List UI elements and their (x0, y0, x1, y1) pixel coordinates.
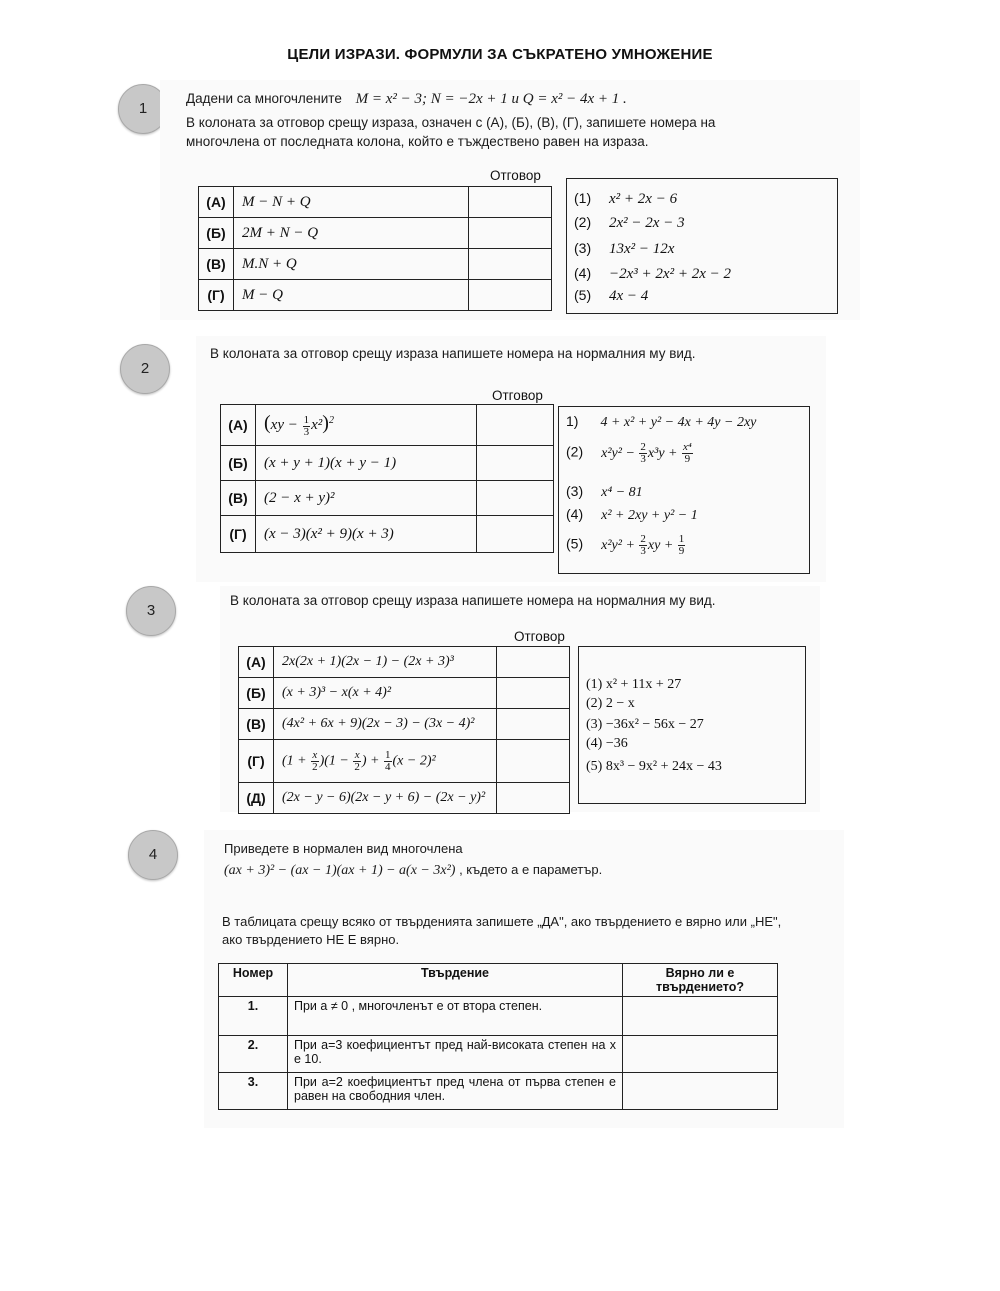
row-label: (В) (199, 249, 234, 280)
q1-instruction-1: В колоната за отговор срещу израза, означен с (А), (Б), (В), (Г), запишете номера на (186, 115, 716, 130)
option-expression: x² + 2xy + y² − 1 (601, 508, 698, 523)
answer-cell[interactable] (497, 647, 570, 678)
table-row (239, 709, 570, 740)
expr-part: (1 + (282, 753, 311, 769)
option-expression: 4x − 4 (609, 288, 649, 304)
q4-formula-tail: , където a е параметър. (455, 862, 603, 877)
q3-option-4: (4) −36 (586, 736, 628, 751)
row-label: (Г) (199, 280, 234, 311)
option-number: (4) (574, 265, 592, 281)
fraction-numerator: 2 (640, 441, 646, 453)
expr-part: xy − (270, 417, 302, 434)
q1-intro (186, 91, 627, 108)
q2-option-5 (566, 534, 686, 557)
row-label: (А) (221, 405, 256, 446)
q2-option-1 (566, 413, 756, 431)
fraction-denominator: 9 (684, 453, 691, 465)
q1-answer-header: Отговор (490, 168, 541, 183)
table-row (221, 405, 554, 446)
answer-cell[interactable] (469, 249, 552, 280)
row-label: (Б) (221, 446, 256, 481)
table-row (239, 647, 570, 678)
option-number: (2) (566, 443, 584, 460)
q4-statements-table (218, 963, 778, 1110)
q3-option-5: (5) 8x³ − 9x² + 24x − 43 (586, 759, 722, 774)
table-row (219, 997, 778, 1036)
q1-option-4 (574, 265, 731, 283)
expr-part: x² (311, 417, 323, 434)
option-number: (4) (566, 506, 584, 522)
q1-option-3 (574, 240, 674, 258)
answer-cell[interactable] (497, 740, 570, 783)
table-row (199, 280, 552, 311)
fraction-denominator: 3 (640, 453, 646, 465)
row-expression: (x − 3)(x² + 9)(x + 3) (256, 516, 477, 553)
table-row (239, 678, 570, 709)
option-expression: 2x² − 2x − 3 (609, 215, 685, 231)
q3-option-1: (1) x² + 11x + 27 (586, 677, 682, 692)
q2-option-3 (566, 483, 643, 501)
table-row (219, 1036, 778, 1073)
answer-cell[interactable] (497, 709, 570, 740)
question-2-badge: 2 (120, 344, 170, 394)
option-number: (3) (574, 240, 592, 256)
table-row (239, 740, 570, 783)
row-expression: 2x(2x + 1)(2x − 1) − (2x + 3)³ (274, 647, 497, 678)
q4-instruction-2: В таблицата срещу всяко от твърденията запишете „ДА", ако твърдението е вярно или „НЕ", (222, 914, 782, 929)
question-3-badge: 3 (126, 586, 176, 636)
q2-option-4 (566, 506, 698, 524)
option-number: (2) (574, 214, 592, 230)
expr-part: x³y + (647, 445, 681, 461)
answer-cell[interactable] (469, 187, 552, 218)
answer-cell[interactable] (477, 405, 554, 446)
option-number: 1) (566, 413, 579, 429)
answer-cell[interactable] (623, 1036, 778, 1073)
option-number: (3) (566, 483, 584, 499)
answer-cell[interactable] (469, 280, 552, 311)
q2-expression-table (220, 404, 554, 553)
answer-cell[interactable] (469, 218, 552, 249)
q3-option-3: (3) −36x² − 56x − 27 (586, 717, 704, 732)
row-label: (А) (199, 187, 234, 218)
option-expression: x⁴ − 81 (601, 485, 643, 500)
statement-number: 3. (219, 1073, 288, 1110)
question-1-badge: 1 (118, 84, 168, 134)
question-4-badge: 4 (128, 830, 178, 880)
row-expression: 2M + N − Q (234, 218, 469, 249)
table-row (221, 446, 554, 481)
table-row (199, 249, 552, 280)
fraction-numerator: x (312, 748, 318, 761)
option-expression: 13x² − 12x (609, 241, 675, 257)
table-header-row (219, 964, 778, 997)
expr-part: )(1 − (319, 753, 353, 769)
q2-option-2 (566, 442, 694, 465)
q1-intro-text: Дадени са многочлените (186, 91, 342, 106)
header-statement: Твърдение (288, 964, 623, 997)
q3-expression-table (238, 646, 570, 814)
fraction-numerator: 1 (385, 748, 391, 761)
option-number: (5) (566, 535, 584, 552)
row-label: (Д) (239, 783, 274, 814)
fraction-denominator: 9 (678, 545, 685, 557)
q1-instruction-2: многочлена от последната колона, който е тъждествено равен на израза. (186, 134, 649, 149)
row-label: (Б) (199, 218, 234, 249)
option-number: (5) (574, 287, 592, 303)
fraction-numerator: 1 (678, 533, 685, 545)
expr-part: ) + (361, 753, 383, 769)
option-expression: x² + 2x − 6 (609, 191, 678, 207)
expr-part: x²y² + (601, 537, 639, 553)
statement-number: 1. (219, 997, 288, 1036)
statement-number: 2. (219, 1036, 288, 1073)
answer-cell[interactable] (623, 1073, 778, 1110)
q4-formula: (ax + 3)² − (ax − 1)(ax + 1) − a(x − 3x²) (224, 863, 456, 878)
table-row (221, 516, 554, 553)
fraction-denominator: 4 (385, 760, 391, 773)
row-expression: (x + 3)³ − x(x + 4)² (274, 678, 497, 709)
q3-answer-header: Отговор (514, 629, 565, 644)
q1-intro-formula: M = x² − 3; N = −2x + 1 и Q = x² − 4x + 1 . (355, 91, 627, 107)
answer-cell[interactable] (497, 783, 570, 814)
row-expression: (xy − $\frac{1}{3}$ x²)$^2$ (256, 405, 477, 446)
table-row (199, 187, 552, 218)
q4-formula-line (224, 862, 602, 879)
header-number: Номер (219, 964, 288, 997)
expr-power: 2 (328, 415, 334, 427)
expr-part: x²y² − (601, 445, 639, 461)
row-expression (274, 740, 497, 783)
row-expression: M − Q (234, 280, 469, 311)
q1-expression-table (198, 186, 552, 311)
q1-option-2 (574, 214, 685, 232)
row-expression: (x + y + 1)(x + y − 1) (256, 446, 477, 481)
q1-option-1 (574, 190, 677, 208)
answer-cell[interactable] (477, 481, 554, 516)
fraction-numerator: x⁴ (682, 441, 692, 453)
q3-instruction: В колоната за отговор срещу израза напишете номера на нормалния му вид. (230, 593, 716, 608)
row-expression: (2 − x + y)² (256, 481, 477, 516)
row-label: (В) (221, 481, 256, 516)
row-label: (В) (239, 709, 274, 740)
page-title: ЦЕЛИ ИЗРАЗИ. ФОРМУЛИ ЗА СЪКРАТЕНО УМНОЖЕНИЕ (287, 46, 713, 63)
fraction-denominator: 2 (312, 760, 318, 773)
statement-text: При a ≠ 0 , многочленът е от втора степен. (288, 997, 623, 1036)
q2-answer-header: Отговор (492, 388, 543, 403)
table-row (221, 481, 554, 516)
answer-cell[interactable] (477, 516, 554, 553)
row-label: (Г) (221, 516, 256, 553)
answer-cell[interactable] (623, 997, 778, 1036)
statement-text: При a=2 коефициентът пред члена от първа степен е равен на свободния член. (288, 1073, 623, 1110)
q1-option-5 (574, 287, 648, 305)
q4-instruction-3: ако твърдението НЕ Е вярно. (222, 932, 400, 947)
option-number: (1) (574, 190, 592, 206)
table-row (219, 1073, 778, 1110)
fraction-denominator: 3 (303, 425, 310, 438)
q3-option-2: (2) 2 − x (586, 696, 635, 711)
fraction-numerator: x (354, 748, 360, 761)
expr-part: (x − 2)² (392, 753, 436, 769)
row-expression: M − N + Q (234, 187, 469, 218)
fraction-denominator: 3 (640, 545, 646, 557)
row-expression: M.N + Q (234, 249, 469, 280)
row-expression: (2x − y − 6)(2x − y + 6) − (2x − y)² (274, 783, 497, 814)
q4-instruction-1: Приведете в нормален вид многочлена (224, 841, 463, 856)
table-row (239, 783, 570, 814)
fraction-numerator: 2 (640, 533, 646, 545)
answer-cell[interactable] (497, 678, 570, 709)
row-label: (А) (239, 647, 274, 678)
statement-text: При a=3 коефициентът пред най-високата степен на x е 10. (288, 1036, 623, 1073)
q2-instruction: В колоната за отговор срещу израза напишете номера на нормалния му вид. (210, 346, 696, 361)
answer-cell[interactable] (477, 446, 554, 481)
row-expression: (4x² + 6x + 9)(2x − 3) − (3x − 4)² (274, 709, 497, 740)
option-expression: 4 + x² + y² − 4x + 4y − 2xy (600, 415, 757, 430)
header-true: Вярно ли е твърдението? (623, 964, 778, 997)
row-label: (Г) (239, 740, 274, 783)
row-label: (Б) (239, 678, 274, 709)
table-row (199, 218, 552, 249)
expr-part: xy + (647, 537, 677, 553)
option-expression: −2x³ + 2x² + 2x − 2 (609, 266, 731, 282)
fraction-numerator: 1 (303, 413, 310, 426)
fraction-denominator: 2 (354, 760, 360, 773)
